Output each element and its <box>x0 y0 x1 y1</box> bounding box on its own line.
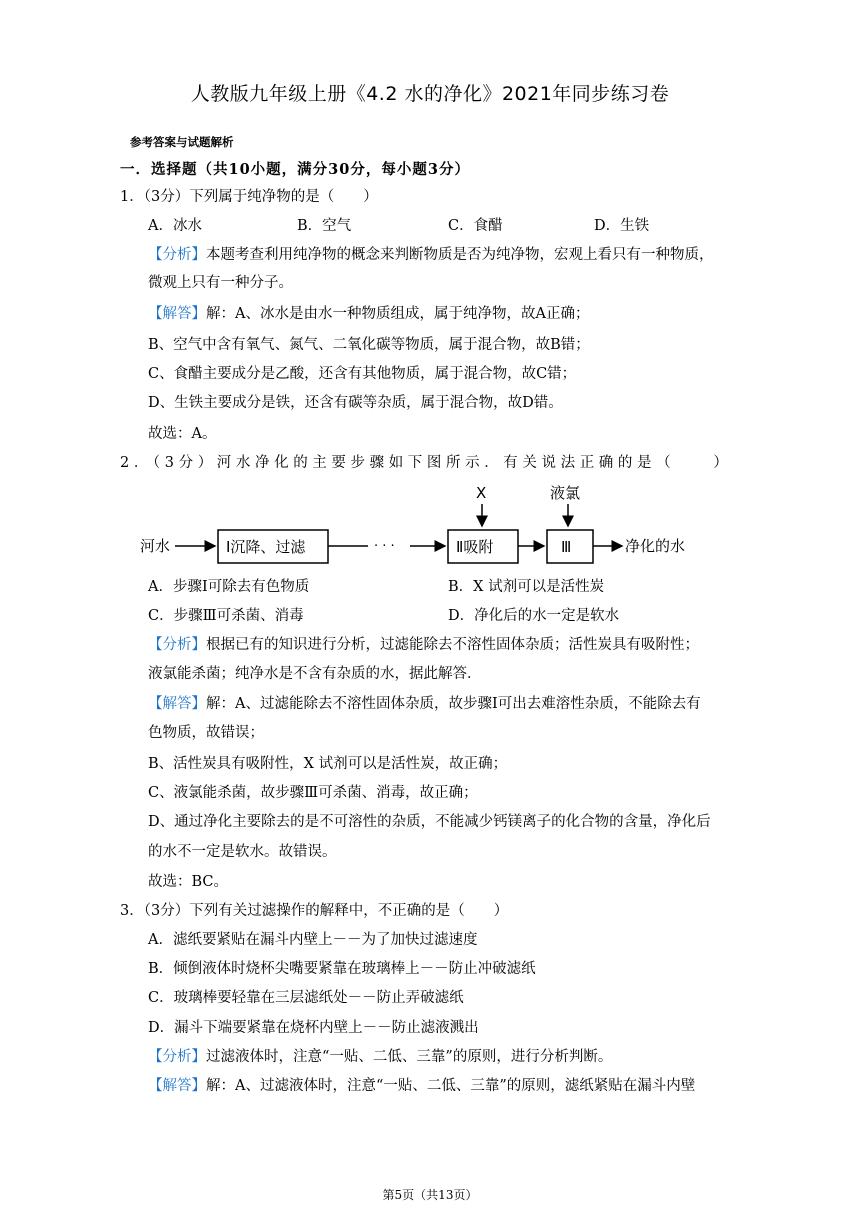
q1-option-c: C．食醋 <box>448 218 503 234</box>
q3-answer-text: 解：A、过滤液体时，注意“一贴、二低、三靠”的原则，滤纸紧贴在漏斗内壁 <box>206 1078 696 1094</box>
q3-option-d: D．漏斗下端要紧靠在烧杯内壁上－－防止滤液溅出 <box>148 1020 479 1036</box>
analysis-tag: 【分析】 <box>148 1049 206 1065</box>
q1-answer-d: D、生铁主要成分是铁，还含有碳等杂质，属于混合物，故D错。 <box>148 395 563 411</box>
q1-answer-text: 解：A、冰水是由水一种物质组成，属于纯净物，故A正确； <box>206 306 590 322</box>
purification-flow-diagram <box>140 480 700 580</box>
q2-option-c: C．步骤Ⅲ可杀菌、消毒 <box>148 608 304 624</box>
q3-analysis <box>148 1047 612 1067</box>
step3-label: Ⅲ <box>561 538 572 556</box>
q3-analysis-text: 过滤液体时，注意“一贴、二低、三靠”的原则，进行分析判断。 <box>206 1049 613 1065</box>
analysis-tag: 【分析】 <box>148 247 206 263</box>
step2-label: Ⅱ吸附 <box>456 538 494 556</box>
q1-option-b: B．空气 <box>297 218 352 234</box>
page-footer: 第5页（共13页） <box>382 1188 478 1202</box>
q2-answer-text: 解：A、过滤能除去不溶性固体杂质，故步骤Ⅰ可出去难溶性杂质，不能除去有 <box>206 696 701 712</box>
q3-answer <box>148 1076 695 1096</box>
q2-stem: 2．（3分）河水净化的主要步骤如下图所示．有关说法正确的是（ ） <box>120 455 733 471</box>
answer-tag: 【解答】 <box>148 1078 206 1094</box>
q2-answer-d-cont: 的水不一定是软水。故错误。 <box>148 844 337 860</box>
x-reagent-label: X <box>476 484 487 502</box>
answer-tag: 【解答】 <box>148 696 206 712</box>
diagram-output-label: 净化的水 <box>625 537 686 555</box>
section-heading: 一．选择题（共10小题，满分30分，每小题3分） <box>120 161 470 178</box>
q3-stem: 3．（3分）下列有关过滤操作的解释中，不正确的是（ ） <box>120 903 509 919</box>
diagram-dots: · · · <box>374 539 395 554</box>
page-title: 人教版九年级上册《4.2 水的净化》2021年同步练习卷 <box>190 83 670 105</box>
q2-answer-d: D、通过净化主要除去的是不可溶性的杂质，不能减少钙镁离子的化合物的含量，净化后 <box>148 814 711 830</box>
q1-analysis-text: 本题考查利用纯净物的概念来判断物质是否为纯净物，宏观上看只有一种物质， <box>206 247 714 263</box>
q2-analysis <box>148 635 699 655</box>
q2-option-b: B．X 试剂可以是活性炭 <box>448 579 605 595</box>
q2-option-a: A．步骤Ⅰ可除去有色物质 <box>148 579 310 595</box>
q1-answer-b: B、空气中含有氧气、氮气、二氧化碳等物质，属于混合物，故B错； <box>148 337 590 353</box>
q2-answer <box>148 694 701 714</box>
analysis-tag: 【分析】 <box>148 637 206 653</box>
q3-option-c: C．玻璃棒要轻靠在三层滤纸处－－防止弄破滤纸 <box>148 990 464 1006</box>
q2-analysis-cont: 液氯能杀菌；纯净水是不含有杂质的水，据此解答． <box>148 666 482 682</box>
q1-answer <box>148 304 589 324</box>
q1-analysis-cont: 微观上只有一种分子。 <box>148 275 293 291</box>
reference-label: 参考答案与试题解析 <box>130 135 234 149</box>
q2-analysis-text: 根据已有的知识进行分析，过滤能除去不溶性固体杂质；活性炭具有吸附性； <box>206 637 699 653</box>
step1-label: Ⅰ沉降、过滤 <box>226 538 306 556</box>
q3-option-a: A．滤纸要紧贴在漏斗内壁上－－为了加快过滤速度 <box>148 932 478 948</box>
diagram-input-label: 河水 <box>140 537 171 555</box>
q1-option-a: A．冰水 <box>148 218 202 234</box>
q1-choice: 故选：A。 <box>148 426 217 442</box>
q2-option-d: D．净化后的水一定是软水 <box>448 608 620 624</box>
q1-option-d: D．生铁 <box>594 218 650 234</box>
q1-answer-c: C、食醋主要成分是乙酸，还含有其他物质，属于混合物，故C错； <box>148 366 577 382</box>
q2-choice: 故选：BC。 <box>148 874 229 890</box>
q2-answer-cont: 色物质，故错误； <box>148 725 264 741</box>
q1-analysis <box>148 245 714 265</box>
q2-answer-c: C、液氯能杀菌，故步骤Ⅲ可杀菌、消毒，故正确； <box>148 785 478 801</box>
chlorine-label: 液氯 <box>550 484 581 502</box>
q2-answer-b: B、活性炭具有吸附性，X 试剂可以是活性炭，故正确； <box>148 756 508 772</box>
q3-option-b: B．倾倒液体时烧杯尖嘴要紧靠在玻璃棒上－－防止冲破滤纸 <box>148 961 536 977</box>
q1-stem: 1．（3分）下列属于纯净物的是（ ） <box>120 189 378 205</box>
answer-tag: 【解答】 <box>148 306 206 322</box>
